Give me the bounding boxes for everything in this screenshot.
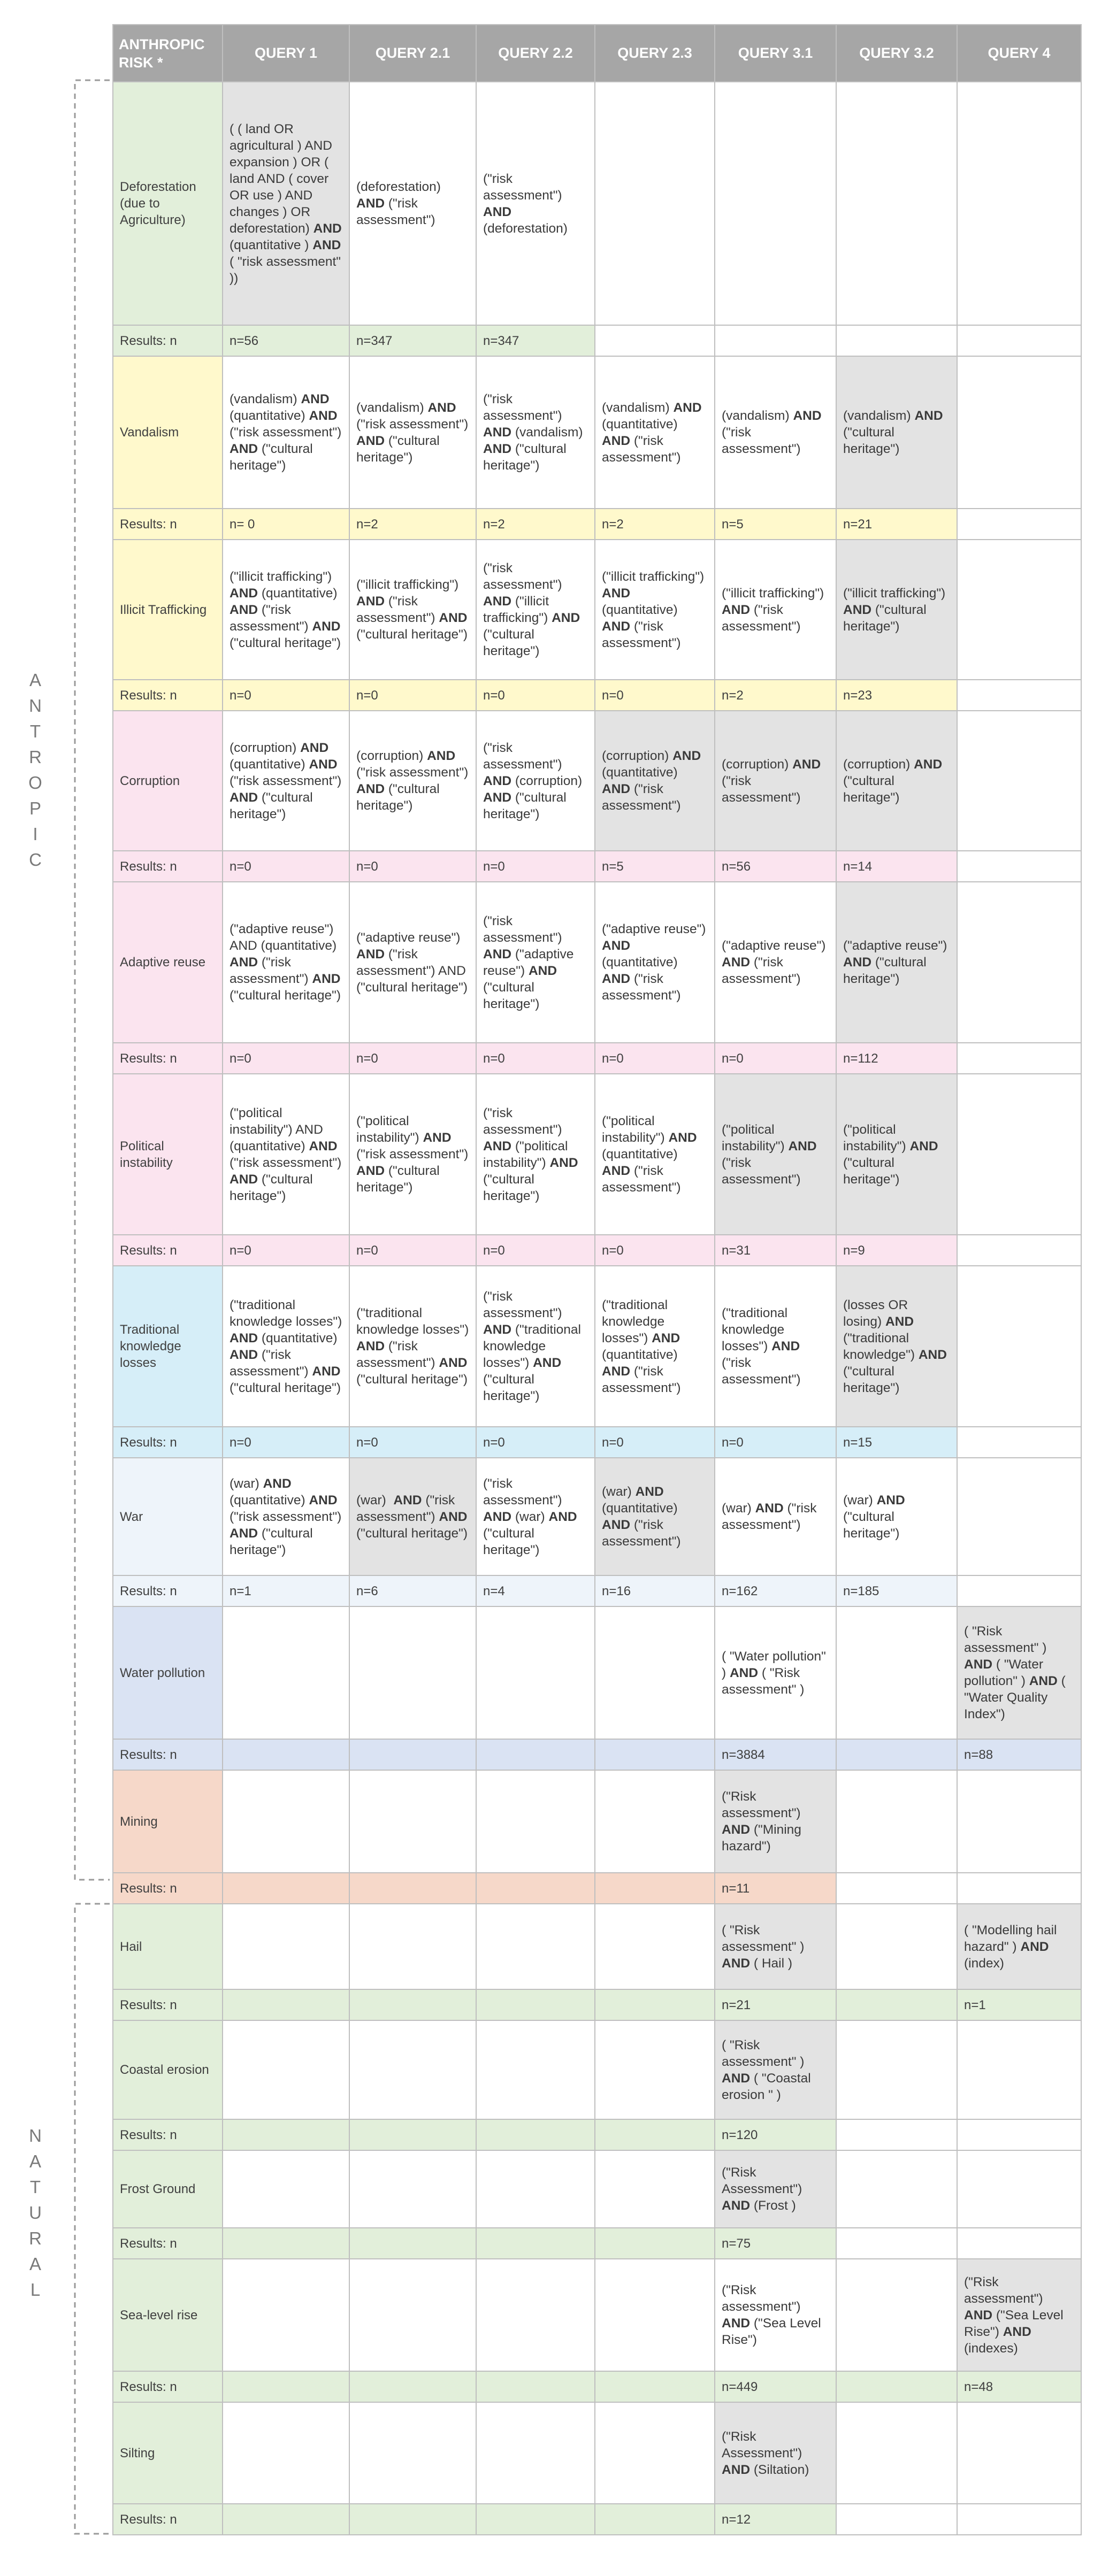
risk-name-cell: Coastal erosion (113, 2020, 223, 2119)
query-cell: ("risk assessment") AND ("illicit trafficking") AND ("cultural heritage") (476, 540, 595, 680)
result-count-cell (836, 325, 957, 356)
results-label: Results: n (113, 851, 223, 882)
query-cell: (war) AND ("risk assessment") (715, 1458, 836, 1575)
risk-row-sea-level-rise (113, 2259, 1081, 2371)
result-count-cell: n=0 (715, 1427, 836, 1458)
result-count-cell: n=0 (595, 1043, 715, 1074)
query-cell: ("adaptive reuse") AND ("risk assessment") (715, 882, 836, 1043)
result-count-cell (595, 1739, 715, 1770)
risk-row-corruption (113, 711, 1081, 851)
result-count-cell (836, 2228, 957, 2259)
query-cell (595, 1606, 715, 1739)
risk-row-hail (113, 1904, 1081, 1989)
query-cell: (vandalism) AND ("risk assessment") (715, 356, 836, 509)
results-label: Results: n (113, 1575, 223, 1606)
query-2-2-header: QUERY 2.2 (476, 25, 595, 82)
result-count-cell: n=0 (595, 1427, 715, 1458)
result-count-cell (349, 2228, 476, 2259)
result-count-cell (223, 2119, 349, 2150)
result-count-cell: n=185 (836, 1575, 957, 1606)
result-count-cell: n=21 (715, 1989, 836, 2020)
result-count-cell (957, 851, 1081, 882)
result-count-cell: n=347 (349, 325, 476, 356)
risk-query-table (112, 24, 1082, 2535)
query-cell (349, 2259, 476, 2371)
result-count-cell: n=5 (595, 851, 715, 882)
query-cell: ("political instability") AND (quantitative) AND ("risk assessment") AND ("cultural heritage") (223, 1074, 349, 1235)
group-label-letter: A (29, 670, 41, 690)
query-cell (223, 2020, 349, 2119)
risk-row-coastal-erosion (113, 2020, 1081, 2119)
result-count-cell (223, 1989, 349, 2020)
result-count-cell: n=12 (715, 2504, 836, 2535)
query-3-1-header: QUERY 3.1 (715, 25, 836, 82)
result-count-cell: n=0 (223, 1043, 349, 1074)
results-label: Results: n (113, 1235, 223, 1266)
result-count-cell: n=11 (715, 1873, 836, 1904)
result-count-cell (836, 1989, 957, 2020)
result-count-cell (476, 2228, 595, 2259)
query-cell: ("illicit trafficking") AND ("risk assessment") AND ("cultural heritage") (349, 540, 476, 680)
result-count-cell: n=2 (595, 509, 715, 540)
query-cell (223, 2150, 349, 2228)
query-cell: (war) AND ("risk assessment") AND ("cultural heritage") (349, 1458, 476, 1575)
risk-name-cell: Frost Ground (113, 2150, 223, 2228)
result-count-cell (715, 325, 836, 356)
group-label-letter: N (29, 2126, 42, 2146)
results-label: Results: n (113, 2504, 223, 2535)
result-count-cell (957, 1235, 1081, 1266)
query-cell: ("adaptive reuse") AND (quantitative) AND ("risk assessment") AND ("cultural heritage") (223, 882, 349, 1043)
query-cell: ("Risk Assessment") AND (Frost ) (715, 2150, 836, 2228)
query-cell: (war) AND (quantitative) AND ("risk assessment") (595, 1458, 715, 1575)
result-count-cell: n=0 (595, 1235, 715, 1266)
query-cell: ("traditional knowledge losses") AND ("risk assessment") AND ("cultural heritage") (349, 1266, 476, 1427)
query-cell: ("political instability") AND ("cultural heritage") (836, 1074, 957, 1235)
result-count-cell: n=112 (836, 1043, 957, 1074)
query-cell (836, 1606, 957, 1739)
query-cell (836, 2150, 957, 2228)
result-count-cell (476, 1739, 595, 1770)
query-cell (957, 882, 1081, 1043)
results-label: Results: n (113, 509, 223, 540)
risk-row-frost-ground (113, 2150, 1081, 2228)
result-count-cell: n=0 (349, 851, 476, 882)
query-cell: ("Risk assessment") AND ("Mining hazard") (715, 1770, 836, 1873)
risk-row-traditional-knowledge-losses (113, 1266, 1081, 1427)
query-cell (836, 2020, 957, 2119)
query-cell: (corruption) AND ("risk assessment") (715, 711, 836, 851)
result-count-cell: n=56 (715, 851, 836, 882)
query-cell (836, 82, 957, 325)
query-cell: (corruption) AND (quantitative) AND ("risk assessment") (595, 711, 715, 851)
risk-name-cell: Illicit Trafficking (113, 540, 223, 680)
query-2-1-header: QUERY 2.1 (349, 25, 476, 82)
result-count-cell (836, 2504, 957, 2535)
query-cell (595, 1770, 715, 1873)
result-count-cell: n=15 (836, 1427, 957, 1458)
result-count-cell (957, 1873, 1081, 1904)
query-cell: ("adaptive reuse") AND ("risk assessment") AND ("cultural heritage") (349, 882, 476, 1043)
results-label: Results: n (113, 2371, 223, 2402)
query-cell: (vandalism) AND ("risk assessment") AND ("cultural heritage") (349, 356, 476, 509)
query-cell (223, 1904, 349, 1989)
result-count-cell (223, 2228, 349, 2259)
query-1-header: QUERY 1 (223, 25, 349, 82)
result-count-cell (349, 2371, 476, 2402)
risk-row-war (113, 1458, 1081, 1575)
risk-name-cell: Water pollution (113, 1606, 223, 1739)
result-count-cell: n=0 (476, 1235, 595, 1266)
results-row (113, 1989, 1081, 2020)
results-label: Results: n (113, 1873, 223, 1904)
result-count-cell: n=6 (349, 1575, 476, 1606)
query-cell: (corruption) AND ("cultural heritage") (836, 711, 957, 851)
query-cell: (war) AND (quantitative) AND ("risk assessment") AND ("cultural heritage") (223, 1458, 349, 1575)
risk-row-adaptive-reuse (113, 882, 1081, 1043)
query-cell: ("traditional knowledge losses") AND (quantitative) AND ("risk assessment") (595, 1266, 715, 1427)
result-count-cell (957, 509, 1081, 540)
query-cell: ("illicit trafficking") AND ("risk assessment") (715, 540, 836, 680)
result-count-cell: n=88 (957, 1739, 1081, 1770)
query-cell (595, 2150, 715, 2228)
query-cell: ("illicit trafficking") AND (quantitative) AND ("risk assessment") AND ("cultural heritage") (223, 540, 349, 680)
query-cell (595, 82, 715, 325)
query-cell (957, 1074, 1081, 1235)
results-label: Results: n (113, 325, 223, 356)
result-count-cell (349, 1739, 476, 1770)
risk-row-silting (113, 2402, 1081, 2504)
result-count-cell: n=0 (223, 680, 349, 711)
risk-name-cell: Deforestation (due to Agriculture) (113, 82, 223, 325)
result-count-cell: n=0 (349, 1043, 476, 1074)
result-count-cell: n=0 (476, 1043, 595, 1074)
result-count-cell (957, 680, 1081, 711)
result-count-cell (957, 1043, 1081, 1074)
risk-row-mining (113, 1770, 1081, 1873)
query-cell (349, 2150, 476, 2228)
query-cell: ("political instability") AND ("risk assessment") (715, 1074, 836, 1235)
result-count-cell (957, 325, 1081, 356)
group-label-letter: R (29, 747, 42, 767)
result-count-cell: n=347 (476, 325, 595, 356)
result-count-cell: n=2 (476, 509, 595, 540)
results-label: Results: n (113, 1427, 223, 1458)
result-count-cell: n=14 (836, 851, 957, 882)
query-cell (476, 1770, 595, 1873)
query-cell: ("political instability") AND (quantitative) AND ("risk assessment") (595, 1074, 715, 1235)
query-cell (957, 1266, 1081, 1427)
query-cell: ("adaptive reuse") AND ("cultural heritage") (836, 882, 957, 1043)
risk-name-cell: Mining (113, 1770, 223, 1873)
results-row (113, 325, 1081, 356)
query-cell (836, 1904, 957, 1989)
result-count-cell: n=23 (836, 680, 957, 711)
query-cell: ("risk assessment") AND ("adaptive reuse") AND ("cultural heritage") (476, 882, 595, 1043)
result-count-cell (223, 2504, 349, 2535)
result-count-cell: n=5 (715, 509, 836, 540)
result-count-cell (957, 2504, 1081, 2535)
result-count-cell: n=0 (476, 680, 595, 711)
result-count-cell (957, 1427, 1081, 1458)
result-count-cell (836, 2371, 957, 2402)
results-row (113, 1873, 1081, 1904)
risk-row-vandalism (113, 356, 1081, 509)
results-row (113, 509, 1081, 540)
result-count-cell: n=0 (476, 1427, 595, 1458)
results-label: Results: n (113, 1043, 223, 1074)
query-cell: (corruption) AND (quantitative) AND ("risk assessment") AND ("cultural heritage") (223, 711, 349, 851)
result-count-cell: n=162 (715, 1575, 836, 1606)
result-count-cell: n=48 (957, 2371, 1081, 2402)
result-count-cell: n=31 (715, 1235, 836, 1266)
results-row (113, 1739, 1081, 1770)
result-count-cell: n=75 (715, 2228, 836, 2259)
query-cell: ("risk assessment") AND (war) AND ("cultural heritage") (476, 1458, 595, 1575)
query-cell: ("adaptive reuse") AND (quantitative) AND ("risk assessment") (595, 882, 715, 1043)
group-label-letter: T (29, 2177, 41, 2197)
query-cell: ("risk assessment") AND (vandalism) AND ("cultural heritage") (476, 356, 595, 509)
query-cell (957, 82, 1081, 325)
query-cell (476, 2259, 595, 2371)
result-count-cell (349, 1989, 476, 2020)
query-cell: ("traditional knowledge losses") AND ("risk assessment") (715, 1266, 836, 1427)
group-label-letter: P (29, 798, 41, 818)
result-count-cell: n=3884 (715, 1739, 836, 1770)
results-label: Results: n (113, 1989, 223, 2020)
results-row (113, 1043, 1081, 1074)
result-count-cell: n=56 (223, 325, 349, 356)
query-cell: ( "Risk assessment" ) AND ( "Coastal erosion " ) (715, 2020, 836, 2119)
result-count-cell: n=9 (836, 1235, 957, 1266)
result-count-cell (595, 2228, 715, 2259)
query-cell: ( "Risk assessment" ) AND ( Hail ) (715, 1904, 836, 1989)
query-cell (476, 2020, 595, 2119)
result-count-cell (476, 1873, 595, 1904)
result-count-cell: n=0 (476, 851, 595, 882)
group-label-letter: N (29, 696, 42, 716)
anthropic-bracket (75, 80, 110, 1880)
result-count-cell (476, 2504, 595, 2535)
query-3-2-header: QUERY 3.2 (836, 25, 957, 82)
result-count-cell (349, 2504, 476, 2535)
result-count-cell (223, 1739, 349, 1770)
result-count-cell (957, 2119, 1081, 2150)
result-count-cell: n=449 (715, 2371, 836, 2402)
query-cell: (vandalism) AND ("cultural heritage") (836, 356, 957, 509)
group-label-letter: C (29, 850, 42, 870)
query-cell (223, 1606, 349, 1739)
query-cell (957, 2020, 1081, 2119)
group-label-letter: L (30, 2280, 41, 2300)
result-count-cell: n=0 (223, 1235, 349, 1266)
risk-row-political-instability (113, 1074, 1081, 1235)
query-cell (349, 1770, 476, 1873)
query-cell (349, 1904, 476, 1989)
group-label-letter: O (28, 773, 42, 793)
result-count-cell: n=16 (595, 1575, 715, 1606)
results-row (113, 1235, 1081, 1266)
query-cell: ("traditional knowledge losses") AND (quantitative) AND ("risk assessment") AND ("cultural heritage") (223, 1266, 349, 1427)
query-4-header: QUERY 4 (957, 25, 1081, 82)
query-cell (957, 356, 1081, 509)
query-cell (223, 1770, 349, 1873)
query-cell: ("illicit trafficking") AND ("cultural heritage") (836, 540, 957, 680)
query-cell: ("risk assessment") AND (deforestation) (476, 82, 595, 325)
result-count-cell (595, 2371, 715, 2402)
group-label-letter: I (33, 824, 38, 844)
risk-name-cell: Adaptive reuse (113, 882, 223, 1043)
result-count-cell (223, 2371, 349, 2402)
risk-row-water-pollution (113, 1606, 1081, 1739)
result-count-cell (595, 1989, 715, 2020)
query-cell: (deforestation) AND ("risk assessment") (349, 82, 476, 325)
result-count-cell: n=0 (223, 851, 349, 882)
results-row (113, 2371, 1081, 2402)
query-cell: ("political instability") AND ("risk assessment") AND ("cultural heritage") (349, 1074, 476, 1235)
query-cell (476, 1904, 595, 1989)
query-cell: ("risk assessment") AND ("traditional knowledge losses") AND ("cultural heritage") (476, 1266, 595, 1427)
result-count-cell: n=0 (715, 1043, 836, 1074)
result-count-cell (957, 1575, 1081, 1606)
risk-name-cell: War (113, 1458, 223, 1575)
results-row (113, 680, 1081, 711)
query-cell (836, 1770, 957, 1873)
result-count-cell (223, 1873, 349, 1904)
risk-name-cell: Silting (113, 2402, 223, 2504)
query-cell (715, 82, 836, 325)
results-label: Results: n (113, 2228, 223, 2259)
results-label: Results: n (113, 680, 223, 711)
result-count-cell: n=1 (223, 1575, 349, 1606)
result-count-cell (836, 1873, 957, 1904)
result-count-cell (836, 1739, 957, 1770)
query-cell (957, 1458, 1081, 1575)
header-row (113, 25, 1081, 82)
result-count-cell: n=1 (957, 1989, 1081, 2020)
result-count-cell (957, 2228, 1081, 2259)
result-count-cell: n=2 (715, 680, 836, 711)
query-cell (476, 1606, 595, 1739)
query-cell: ("risk assessment") AND (corruption) AND ("cultural heritage") (476, 711, 595, 851)
risk-name-cell: Corruption (113, 711, 223, 851)
result-count-cell: n=0 (223, 1427, 349, 1458)
query-cell (349, 2402, 476, 2504)
risk-name-cell: Vandalism (113, 356, 223, 509)
query-cell (957, 540, 1081, 680)
query-cell: ( "Risk assessment" ) AND ( "Water pollution" ) AND ( "Water Quality Index") (957, 1606, 1081, 1739)
result-count-cell (349, 1873, 476, 1904)
query-cell: ("Risk assessment") AND ("Sea Level Rise") (715, 2259, 836, 2371)
result-count-cell: n=21 (836, 509, 957, 540)
query-cell: ("Risk Assessment") AND (Siltation) (715, 2402, 836, 2504)
risk-name-cell: Political instability (113, 1074, 223, 1235)
query-cell (476, 2402, 595, 2504)
results-label: Results: n (113, 1739, 223, 1770)
results-row (113, 1427, 1081, 1458)
query-cell: ( ( land OR agricultural ) AND expansion ) OR ( land AND ( cover OR use ) AND changes ) OR deforestation) AND (quantitative ) AND ( "risk assessment" )) (223, 82, 349, 325)
group-label-letter: A (29, 2151, 41, 2171)
result-count-cell (476, 2371, 595, 2402)
result-count-cell (595, 2119, 715, 2150)
result-count-cell (349, 2119, 476, 2150)
query-cell: ( "Modelling hail hazard" ) AND (index) (957, 1904, 1081, 1989)
query-cell: ( "Water pollution" ) AND ( "Risk assessment" ) (715, 1606, 836, 1739)
result-count-cell: n=0 (349, 680, 476, 711)
query-cell: ("Risk assessment") AND ("Sea Level Rise") AND (indexes) (957, 2259, 1081, 2371)
query-cell (349, 2020, 476, 2119)
results-label: Results: n (113, 2119, 223, 2150)
query-cell (595, 2259, 715, 2371)
natural-bracket (75, 1904, 110, 2534)
result-count-cell: n= 0 (223, 509, 349, 540)
query-cell (223, 2402, 349, 2504)
group-label-letter: A (29, 2254, 41, 2274)
result-count-cell: n=0 (349, 1235, 476, 1266)
result-count-cell (595, 1873, 715, 1904)
group-label-letter: T (29, 721, 41, 741)
result-count-cell: n=0 (595, 680, 715, 711)
result-count-cell: n=4 (476, 1575, 595, 1606)
result-count-cell (476, 1989, 595, 2020)
query-cell (223, 2259, 349, 2371)
query-cell: ("illicit trafficking") AND (quantitative) AND ("risk assessment") (595, 540, 715, 680)
results-row (113, 2119, 1081, 2150)
risk-column-header: ANTHROPIC RISK * (113, 25, 223, 82)
result-count-cell (476, 2119, 595, 2150)
risk-name-cell: Hail (113, 1904, 223, 1989)
result-count-cell: n=120 (715, 2119, 836, 2150)
result-count-cell: n=0 (349, 1427, 476, 1458)
risk-row-deforestation-due-to-agriculture (113, 82, 1081, 325)
query-cell (595, 2020, 715, 2119)
query-cell: (vandalism) AND (quantitative) AND ("risk assessment") AND ("cultural heritage") (223, 356, 349, 509)
result-count-cell (595, 2504, 715, 2535)
query-cell (836, 2259, 957, 2371)
query-cell: (losses OR losing) AND ("traditional knowledge") AND ("cultural heritage") (836, 1266, 957, 1427)
query-cell (957, 2150, 1081, 2228)
query-cell (349, 1606, 476, 1739)
query-cell: (corruption) AND ("risk assessment") AND ("cultural heritage") (349, 711, 476, 851)
group-label-letter: R (29, 2228, 42, 2248)
risk-row-illicit-trafficking (113, 540, 1081, 680)
results-row (113, 2228, 1081, 2259)
natural-group-label (20, 2123, 50, 2303)
risk-name-cell: Sea-level rise (113, 2259, 223, 2371)
result-count-cell: n=2 (349, 509, 476, 540)
anthropic-group-label (20, 667, 50, 873)
risk-name-cell: Traditional knowledge losses (113, 1266, 223, 1427)
query-cell (836, 2402, 957, 2504)
group-label-letter: U (29, 2203, 42, 2223)
query-cell: (war) AND ("cultural heritage") (836, 1458, 957, 1575)
results-row (113, 2504, 1081, 2535)
results-row (113, 851, 1081, 882)
query-cell: ("risk assessment") AND ("political instability") AND ("cultural heritage") (476, 1074, 595, 1235)
query-cell (595, 1904, 715, 1989)
query-cell (957, 1770, 1081, 1873)
results-row (113, 1575, 1081, 1606)
result-count-cell (595, 325, 715, 356)
query-cell: (vandalism) AND (quantitative) AND ("risk assessment") (595, 356, 715, 509)
query-cell (476, 2150, 595, 2228)
query-2-3-header: QUERY 2.3 (595, 25, 715, 82)
query-cell (957, 2402, 1081, 2504)
result-count-cell (836, 2119, 957, 2150)
query-cell (957, 711, 1081, 851)
query-cell (595, 2402, 715, 2504)
